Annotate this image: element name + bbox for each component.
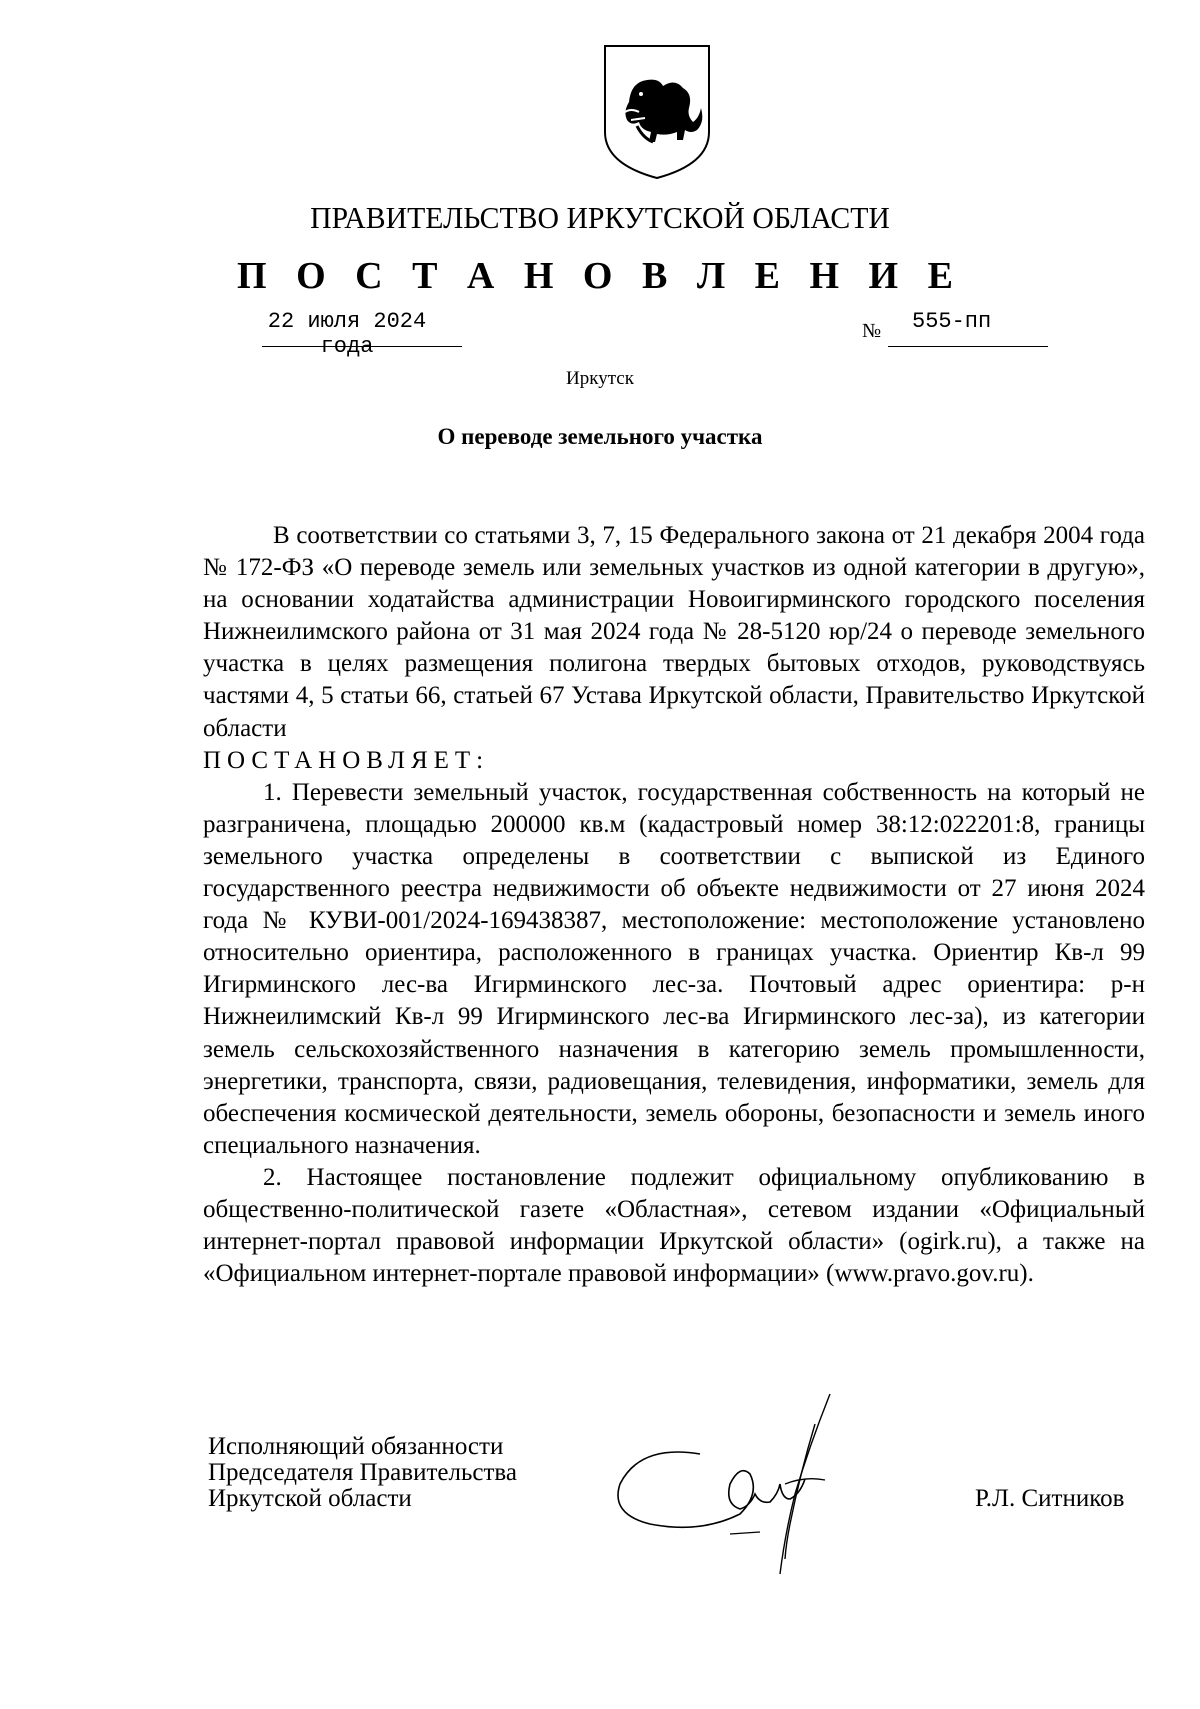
coat-of-arms-icon: [601, 42, 713, 182]
document-date: 22 июля 2024 года: [267, 309, 427, 359]
position-line-3: Иркутской области: [208, 1485, 412, 1512]
resolves-word: ПОСТАНОВЛЯЕТ:: [203, 746, 490, 774]
position-line-2: Председателя Правительства: [208, 1459, 517, 1486]
handwritten-signature: [610, 1384, 910, 1584]
city-name: Иркутск: [566, 368, 634, 389]
document-subject: О переводе земельного участка: [437, 424, 763, 449]
signatory-position: [208, 1434, 628, 1512]
position-line-1: Исполняющий обязанности: [208, 1433, 504, 1460]
date-underline: [262, 346, 462, 347]
government-title: ПРАВИТЕЛЬСТВО ИРКУТСКОЙ ОБЛАСТИ: [310, 200, 890, 235]
item-1-paragraph: 1. Перевести земельный участок, государственная собственность на который не разграничена, площадью 200000 кв.м (кадастровый номер 38:12:022201:8, границы земельного участка определены в соответствии с выпиской из Единого государственного реестра недвижимости об объекте недвижимости от 27 июня 2024 года № КУВИ-001/2024-169438387, местоположение: местоположение установлено относительно ориентира, расположенного в границах участка. Ориентир Кв-л 99 Игирминского лес-ва Игирминского лес-за. Почтовый адрес ориентира: р-н Нижнеилимский Кв-л 99 Игирминского лес-ва Игирминского лес-за), из категории земель сельскохозяйственного назначения в категорию земель промышленности, энергетики, транспорта, связи, радиовещания, телевидения, информатики, земель для обеспечения космической деятельности, земель обороны, безопасности и земель иного специального назначения.: [203, 778, 1145, 1159]
item-2-paragraph: 2. Настоящее постановление подлежит официальному опубликованию в общественно-политической газете «Областная», сетевом издании «Официальный интернет-портал правовой информации Иркутской области» (ogirk.ru), а также на «Официальном интернет-портале правовой информации» (www.pravo.gov.ru).: [203, 1163, 1145, 1288]
preamble-paragraph: В соответствии со статьями 3, 7, 15 Федерального закона от 21 декабря 2004 года № 172-ФЗ «О переводе земель или земельных участков из одной категории в другую», на основании ходатайства администрации Новоигирминского городского поселения Нижнеилимского района от 31 мая 2024 года № 28-5120 юр/24 о переводе земельного участка в целях размещения полигона твердых бытовых отходов, руководствуясь частями 4, 5 статьи 66, статьей 67 Устава Иркутской области, Правительство Иркутской области: [203, 522, 1145, 742]
document-body: [203, 520, 1145, 1290]
signatory-name: Р.Л. Ситников: [975, 1485, 1125, 1512]
document-number: 555-пп: [912, 309, 992, 334]
number-underline: [888, 346, 1048, 347]
number-label: №: [862, 320, 882, 342]
document-type: П О С Т А Н О В Л Е Н И Е: [237, 255, 963, 297]
